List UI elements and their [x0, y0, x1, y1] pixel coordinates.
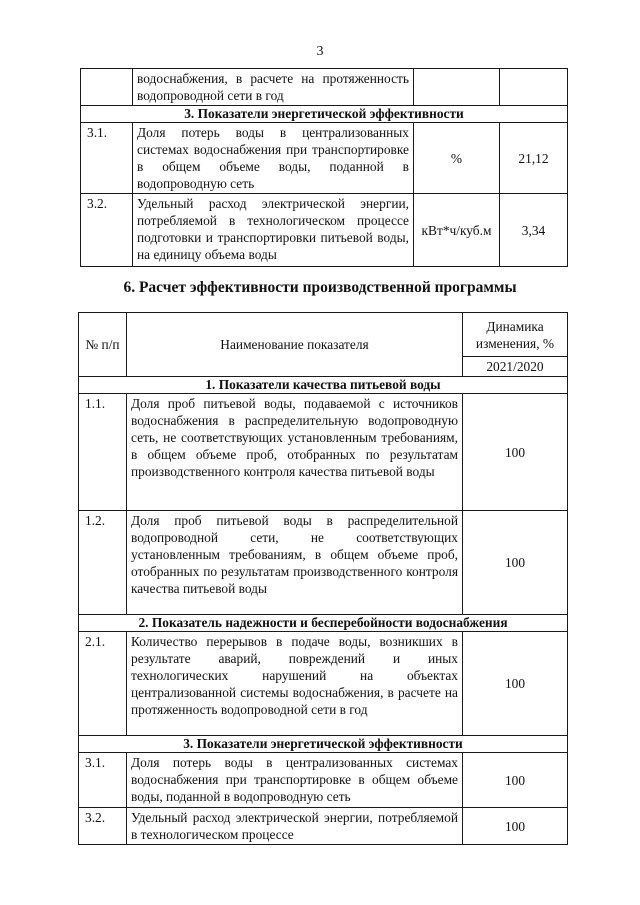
section-row — [79, 377, 568, 394]
section-title: 3. Показатели энергетической эффективности — [79, 736, 568, 753]
section-row — [79, 736, 568, 753]
value-cell — [500, 69, 568, 106]
header-name: Наименование показателя — [127, 313, 463, 377]
value-cell: 100 — [463, 808, 568, 845]
section-6-title: 6. Расчет эффективности производственной программы — [123, 279, 517, 296]
indicator-name: Удельный расход электрической энергии, потребляемой в технологическом процессе подготовки и транспортировки питьевой воды, на единицу объема воды — [133, 194, 414, 267]
row-number — [81, 69, 133, 106]
page-number: 3 — [316, 44, 324, 59]
unit-cell: кВт*ч/куб.м — [414, 194, 500, 267]
row-number: 1.1. — [79, 394, 127, 511]
indicator-name: водоснабжения, в расчете на протяженность водопроводной сети в год — [133, 69, 414, 106]
value-cell: 100 — [463, 511, 568, 615]
section-title: 2. Показатель надежности и бесперебойности водоснабжения — [79, 615, 568, 632]
header-dynamics: Динамика изменения, % — [463, 313, 568, 357]
table-row — [81, 123, 568, 194]
value-cell: 100 — [463, 394, 568, 511]
unit-cell: % — [414, 123, 500, 194]
section-title: 3. Показатели энергетической эффективности — [81, 106, 568, 123]
indicator-name: Удельный расход электрической энергии, потребляемой в технологическом процессе — [127, 808, 463, 845]
row-number: 1.2. — [79, 511, 127, 615]
header-period: 2021/2020 — [463, 357, 568, 377]
efficiency-table — [78, 312, 568, 845]
section-row — [81, 106, 568, 123]
row-number: 3.2. — [81, 194, 133, 267]
value-cell: 3,34 — [500, 194, 568, 267]
unit-cell — [414, 69, 500, 106]
table-row — [79, 808, 568, 845]
row-number: 3.2. — [79, 808, 127, 845]
header-num: № п/п — [79, 313, 127, 377]
table-row — [79, 632, 568, 736]
value-cell: 21,12 — [500, 123, 568, 194]
table-row — [81, 69, 568, 106]
table-row — [79, 394, 568, 511]
section-row — [79, 615, 568, 632]
indicator-name: Доля потерь воды в централизованных системах водоснабжения при транспортировке в общем объеме воды, поданной в водопроводную сеть — [127, 753, 463, 808]
table-row — [79, 753, 568, 808]
indicator-name: Доля проб питьевой воды в распределительной водопроводной сети, не соответствующих установленным требованиям, в общем объеме проб, отобранных по результатам производственного контроля качества питьевой воды — [127, 511, 463, 615]
section-title: 1. Показатели качества питьевой воды — [79, 377, 568, 394]
table-row — [79, 511, 568, 615]
value-cell: 100 — [463, 632, 568, 736]
indicator-name: Доля проб питьевой воды, подаваемой с источников водоснабжения в распределительную водопроводную сеть, не соответствующих установленным требованиям, в общем объеме проб, отобранных по результатам производственного контроля качества питьевой воды — [127, 394, 463, 511]
row-number: 2.1. — [79, 632, 127, 736]
header-row — [79, 313, 568, 357]
indicators-table-continued — [80, 68, 568, 267]
row-number: 3.1. — [81, 123, 133, 194]
indicator-name: Количество перерывов в подаче воды, возникших в результате аварий, повреждений и иных технологических нарушений на объектах централизованной системы водоснабжения, в расчете на протяженность водопроводной сети в год — [127, 632, 463, 736]
value-cell: 100 — [463, 753, 568, 808]
indicator-name: Доля потерь воды в централизованных системах водоснабжения при транспортировке в общем объеме воды, поданной в водопроводную сеть — [133, 123, 414, 194]
table-row — [81, 194, 568, 267]
row-number: 3.1. — [79, 753, 127, 808]
